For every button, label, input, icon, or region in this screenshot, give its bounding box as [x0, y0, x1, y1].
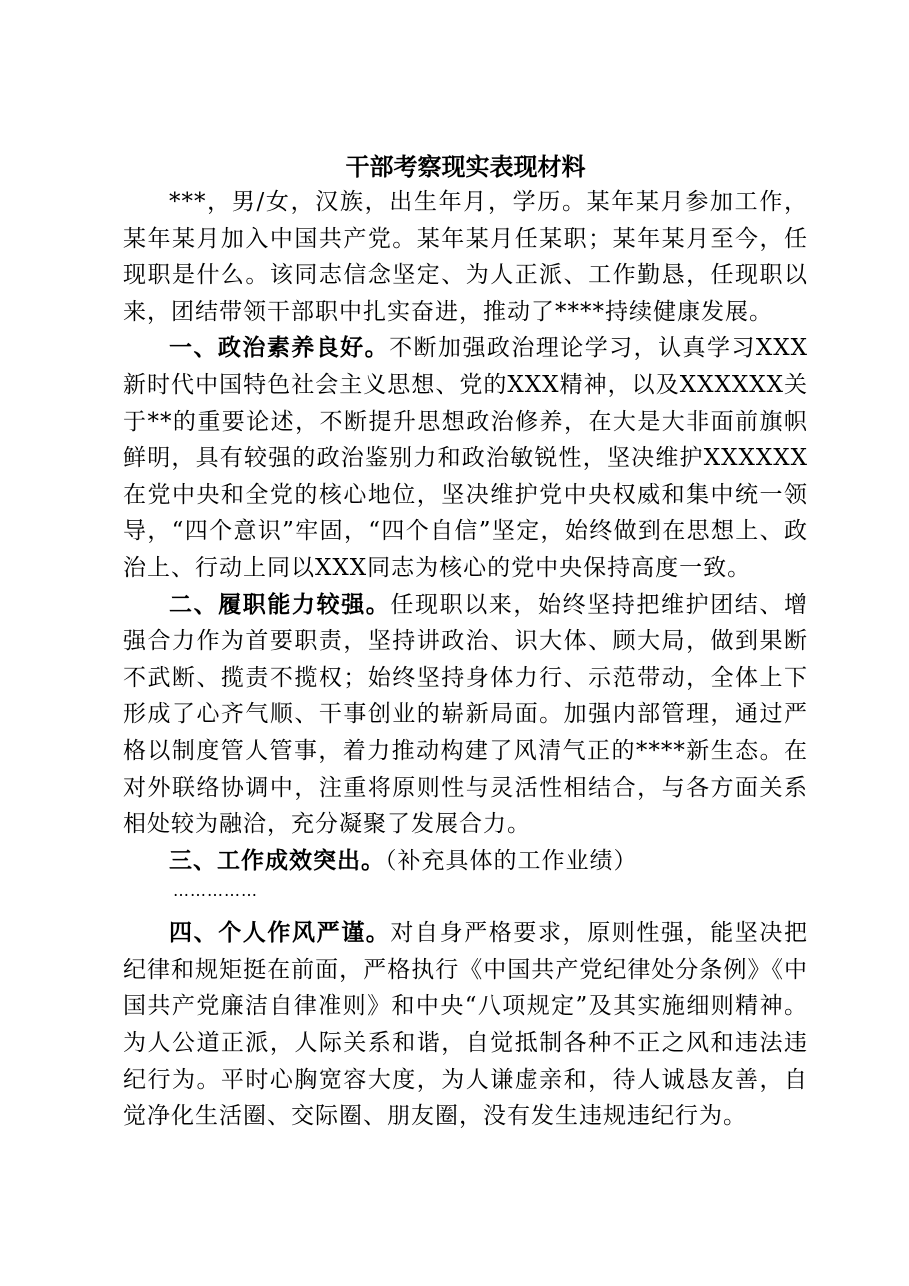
section-political	[123, 330, 808, 586]
section-heading: 二、履职能力较强。	[169, 590, 391, 618]
section-heading: 四、个人作风严谨。	[169, 919, 391, 947]
section-body: （补充具体的工作业绩）	[385, 847, 638, 874]
document-title: 干部考察现实表现材料	[345, 152, 586, 181]
intro-paragraph: ***，男/女，汉族，出生年月，学历。某年某月参加工作，某年某月加入中国共产党。某年某月任某职；某年某月至今，任现职是什么。该同志信念坚定、为人正派、工作勤恳，任现职以来，团结带领干部职中扎实奋进，推动了****持续健康发展。	[123, 189, 808, 325]
section-body: 对自身严格要求，原则性强，能坚决把纪律和规矩挺在前面，严格执行《中国共产党纪律处分条例》《中国共产党廉洁自律准则》和中央“八项规定”及其实施细则精神。为人公道正派，人际关系和谐，自觉抵制各种不正之风和违法违纪行为。平时心胸宽容大度，为人谦虚亲和，待人诚恳友善，自觉净化生活圈、交际圈、朋友圈，没有发生违规违纪行为。	[123, 920, 809, 1130]
ellipsis-placeholder: ……………	[173, 881, 258, 901]
section-body: 任现职以来，始终坚持把维护团结、增强合力作为首要职责，坚持讲政治、识大体、顾大局，做到果断不武断、揽责不揽权；始终坚持身体力行、示范带动，全体上下形成了心齐气顺、干事创业的崭新局面。加强内部管理，通过严格以制度管人管事，着力推动构建了风清气正的****新生态。在对外联络协调中，注重将原则性与灵活性相结合，与各方面关系相处较为融洽，充分凝聚了发展合力。	[123, 591, 809, 838]
section-heading: 三、工作成效突出。	[169, 846, 385, 874]
section-body: 不断加强政治理论学习，认真学习XXX新时代中国特色社会主义思想、党的XXX精神，以及XXXXXX关于**的重要论述，不断提升思想政治修养，在大是大非面前旗帜鲜明，具有较强的政治鉴别力和政治敏锐性，坚决维护XXXXXX在党中央和全党的核心地位，坚决维护党中央权威和集中统一领导，“四个意识”牢固，“四个自信”坚定，始终做到在思想上、政治上、行动上同以XXX同志为核心的党中央保持高度一致。	[123, 335, 808, 581]
section-conduct	[123, 915, 808, 1135]
section-achievements	[123, 843, 808, 880]
section-heading: 一、政治素养良好。	[169, 334, 390, 362]
document-page	[123, 150, 808, 1135]
section-ability	[123, 587, 808, 843]
